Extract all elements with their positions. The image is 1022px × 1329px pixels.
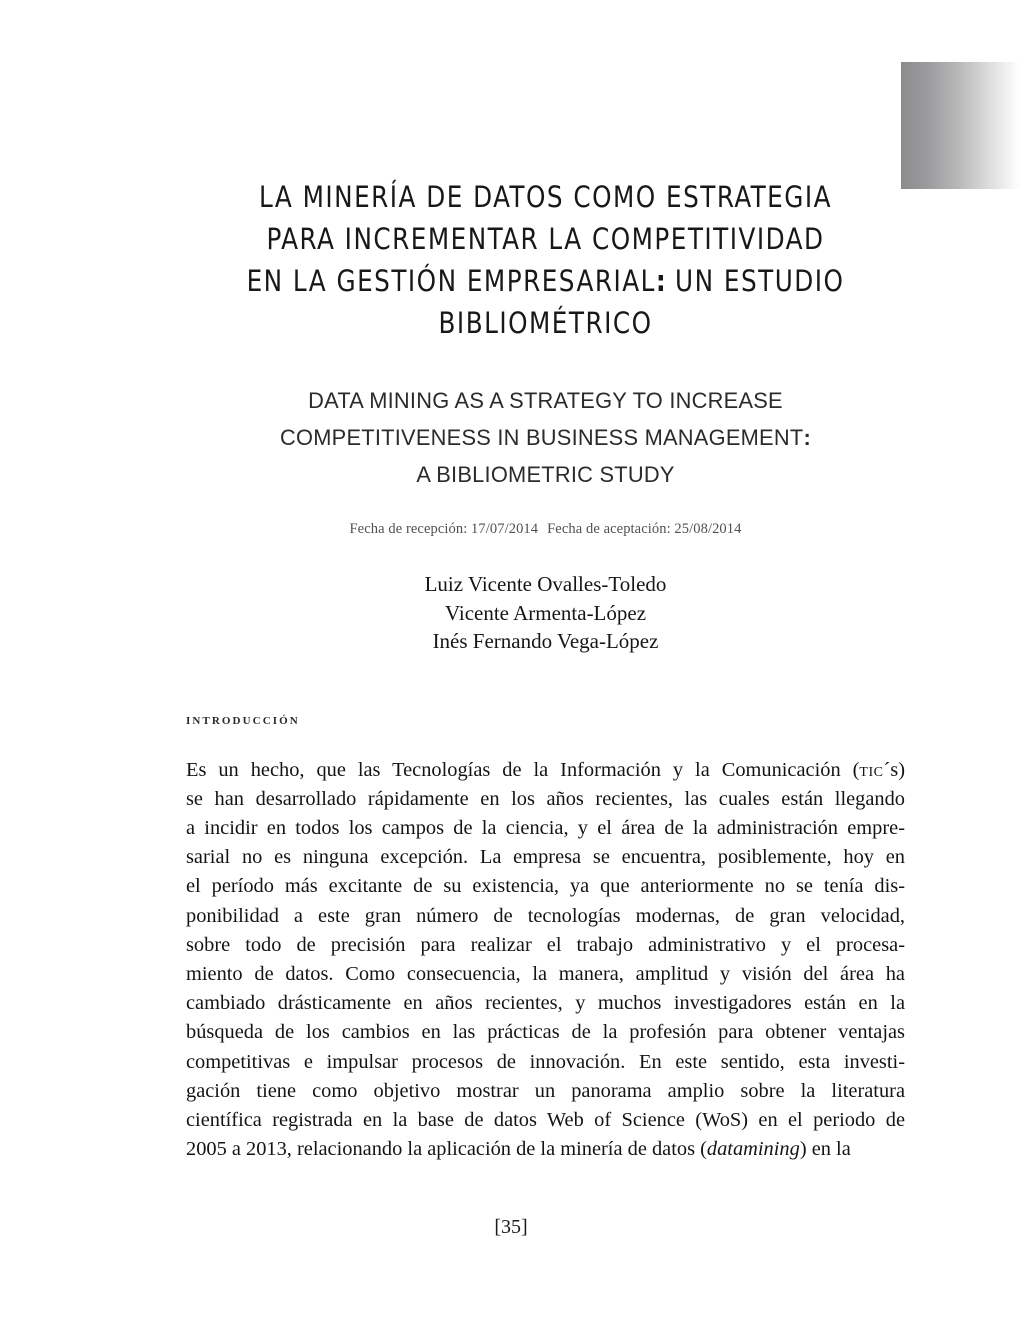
acceptance-date: Fecha de aceptación: 25/08/2014 (547, 521, 742, 537)
body-line: ponibilidad a este gran número de tecnologías modernas, de gran velocidad, (186, 904, 905, 927)
body-line-1-part-b: ´s) (883, 758, 905, 781)
title-english-colon: : (803, 425, 811, 450)
body-line: búsqueda de los cambios en las prácticas de la profesión para obtener ventajas (186, 1021, 905, 1044)
title-spanish-line-3-part-b: UN ESTUDIO (665, 264, 845, 298)
body-line: gación tiene como objetivo mostrar un panorama amplio sobre la literatura (186, 1079, 905, 1102)
title-english-line-2-part-a: COMPETITIVENESS IN BUSINESS MANAGEMENT (280, 425, 804, 450)
title-spanish-line-1: LA MINERÍA DE DATOS COMO ESTRATEGIA (259, 180, 832, 214)
body-line (186, 756, 905, 785)
term-datamining: datamining (706, 1138, 800, 1161)
page-number: [35] (494, 1216, 528, 1238)
section-heading-introduccion: introducción (186, 710, 300, 728)
page-title-english (197, 344, 894, 493)
body-line-14-part-a: 2005 a 2013, relacionando la aplicación de la minería de datos ( (186, 1138, 707, 1161)
title-english-line-3: A BIBLIOMETRIC STUDY (416, 462, 675, 487)
introduction-paragraph (186, 731, 905, 1165)
page-title-spanish (211, 0, 880, 344)
author-name: Luiz Vicente Ovalles-Toledo (424, 572, 667, 596)
title-spanish-line-3 (211, 260, 880, 302)
title-spanish-line-3-part-a: EN LA GESTIÓN EMPRESARIAL (246, 264, 656, 298)
body-line: se han desarrollado rápidamente en los años recientes, las cuales están llegando (186, 787, 905, 810)
title-english-line-2 (197, 419, 894, 456)
publication-dates (186, 493, 905, 539)
page-content-column (186, 0, 905, 1164)
author-name: Vicente Armenta-López (444, 600, 647, 625)
title-english-line-1: DATA MINING AS A STRATEGY TO INCREASE (308, 388, 783, 413)
title-spanish-line-2: PARA INCREMENTAR LA COMPETITIVIDAD (266, 222, 825, 256)
abbreviation-tic: tic (859, 758, 884, 781)
title-spanish-line-4: BIBLIOMÉTRICO (438, 306, 653, 340)
body-line: científica registrada en la base de datos Web of Science (WoS) en el periodo de (186, 1108, 905, 1131)
body-line: sobre todo de precisión para realizar el trabajo administrativo y el procesa- (186, 933, 905, 956)
body-line: el período más excitante de su existencia, ya que anteriormente no se tenía dis- (186, 875, 905, 898)
body-line: sarial no es ninguna excepción. La empresa se encuentra, posiblemente, hoy en (186, 846, 905, 869)
body-line-1-part-a: Es un hecho, que las Tecnologías de la Información y la Comunicación ( (186, 758, 860, 781)
body-line: competitivas e impulsar procesos de innovación. En este sentido, esta investi- (186, 1050, 905, 1073)
author-list (186, 539, 905, 656)
title-spanish-colon: : (655, 264, 666, 298)
author-name: Inés Fernando Vega-López (432, 629, 659, 653)
corner-gradient-decoration (901, 62, 1022, 189)
body-line (186, 1135, 905, 1164)
body-line-14-part-b: ) en la (799, 1138, 851, 1161)
reception-date: Fecha de recepción: 17/07/2014 (349, 521, 539, 537)
body-line: miento de datos. Como consecuencia, la manera, amplitud y visión del área ha (186, 962, 905, 985)
body-line: cambiado drásticamente en años recientes, y muchos investigadores están en la (186, 992, 905, 1015)
body-line: a incidir en todos los campos de la ciencia, y el área de la administración empre- (186, 816, 905, 839)
